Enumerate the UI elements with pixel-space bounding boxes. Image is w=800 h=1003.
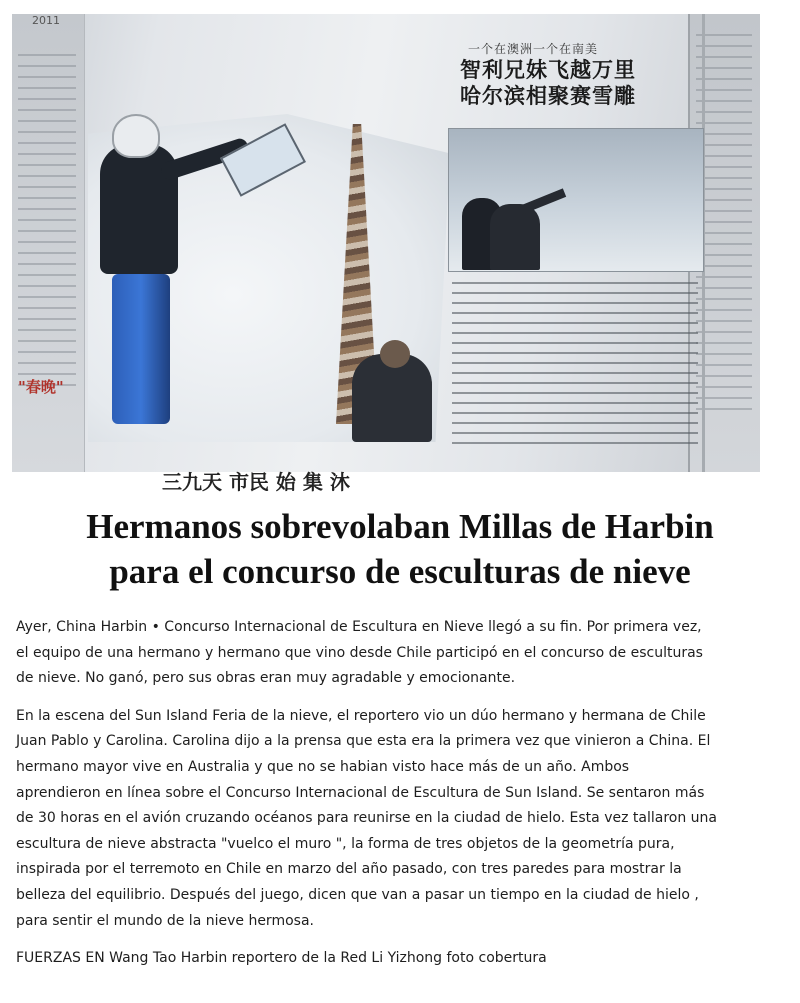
article-title bbox=[0, 504, 800, 594]
article-body bbox=[16, 615, 786, 984]
chinese-headline-line1: 智利兄妹飞越万里 bbox=[460, 58, 636, 82]
newspaper-year: 2011 bbox=[32, 14, 60, 27]
chinese-article-text bbox=[452, 282, 698, 452]
sculptor-legs bbox=[112, 274, 170, 424]
article-title-line1: Hermanos sobrevolaban Millas de Harbin bbox=[86, 507, 714, 546]
photo-credit: FUERZAS EN Wang Tao Harbin reportero de la Red Li Yizhong foto cobertura bbox=[16, 950, 547, 967]
chinese-headline-line2: 哈尔滨相聚赛雪雕 bbox=[460, 84, 636, 108]
bottom-chinese-headline: 三九天 市民 始 集 沐 bbox=[162, 470, 350, 494]
sculptor-hat bbox=[112, 114, 160, 158]
chinese-subheadline: 一个在澳洲一个在南美 bbox=[468, 42, 599, 56]
paragraph-1: Ayer, China Harbin • Concurso Internacional de Escultura en Nieve llegó a su fin. Por primera vez, el equipo de una hermano y hermano que vino desde Chile participó en el concurso de esculturas de nieve. No ganó, pero sus obras eran muy agradable y emocionante. bbox=[16, 619, 703, 687]
newspaper-photo bbox=[12, 14, 760, 494]
left-column-text-lines bbox=[18, 54, 76, 395]
chinese-headline bbox=[460, 40, 696, 109]
left-column-red-heading: "春晚" bbox=[18, 378, 64, 396]
article-title-line2: para el concurso de esculturas de nieve bbox=[109, 552, 691, 591]
left-text-column bbox=[12, 14, 85, 472]
second-sculptor-head bbox=[380, 340, 410, 368]
paragraph-2: En la escena del Sun Island Feria de la nieve, el reportero vio un dúo hermano y hermana de Chile Juan Pablo y Carolina. Carolina dijo a la prensa que esta era la primera vez que vinieron a China. El hermano mayor vive en Australia y que no se habian visto hace más de un año. Ambos aprendieron en línea sobre el Concurso Internacional de Escultura de Sun Island. Se sentaron más de 30 horas en el avión cruzando océanos para reunirse en la ciudad de hielo. Esta vez tallaron una escultura de nieve abstracta "vuelco el muro ", la forma de tres objetos de la geometría pura, inspirada por el terremoto en Chile en marzo del año pasado, con tres paredes para mostrar la belleza del equilibrio. Después del juego, dicen que van a pasar un tiempo en la ciudad de hielo , para sentir el mundo de la nieve hermosa. bbox=[16, 707, 717, 929]
inset-person-2 bbox=[490, 204, 540, 270]
